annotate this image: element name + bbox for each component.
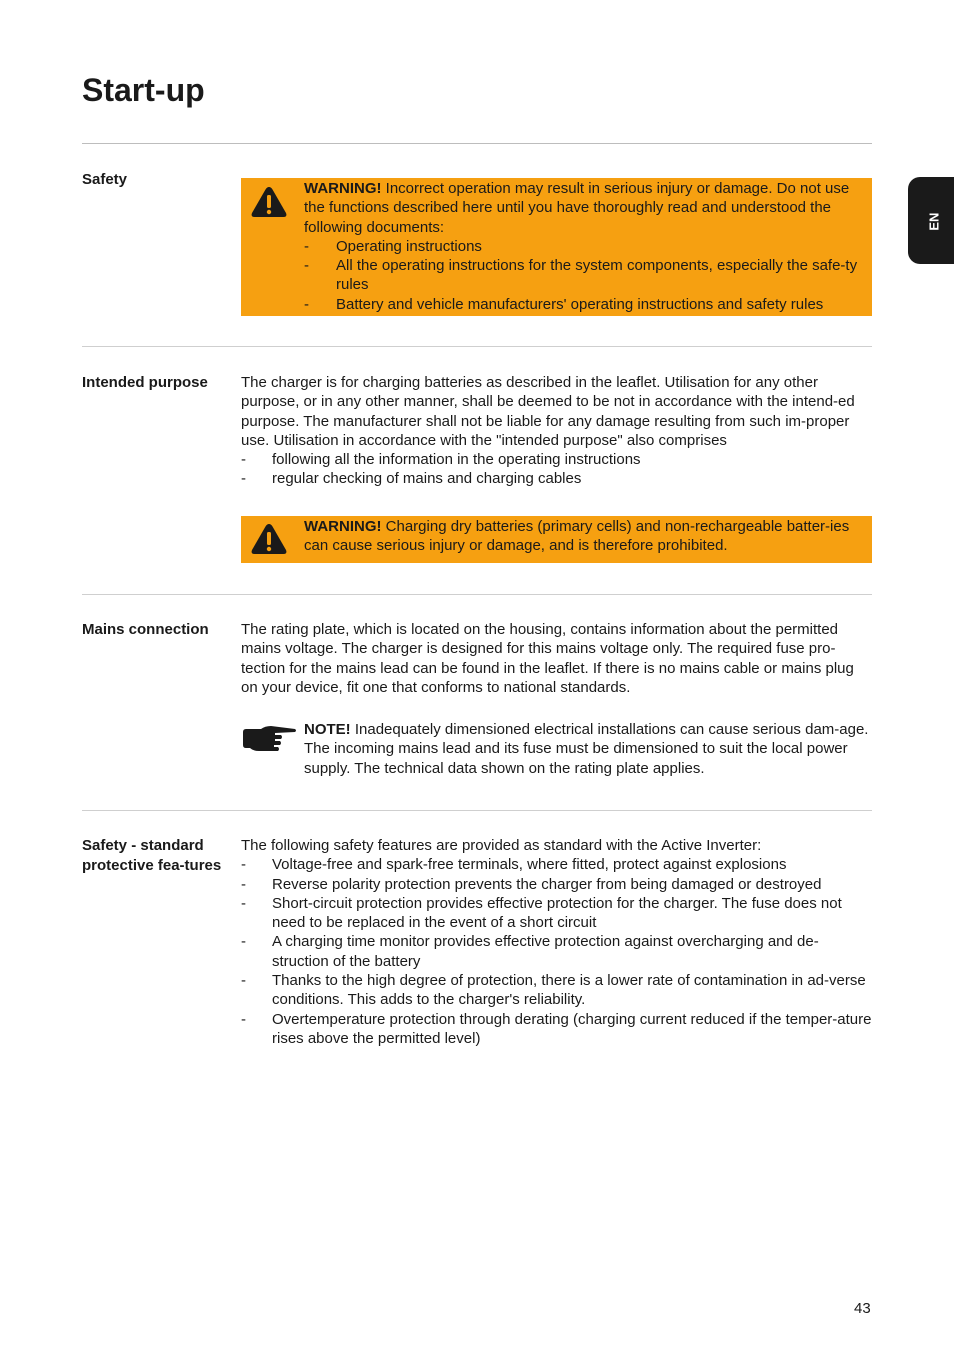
warning-text: Incorrect operation may result in serious injury or damage. Do not use the functions described here until you have thoroughly read and understood the following documents: [304,180,850,236]
page-title: Start-up [82,72,205,108]
warning-lead: WARNING! [304,518,382,535]
divider [82,594,872,595]
warning-lead: WARNING! [304,180,382,197]
mains-connection-body [241,620,873,697]
safety-features-list [241,855,873,1048]
note-box [241,720,873,778]
divider [82,346,872,347]
note-text: Inadequately dimensioned electrical installations can cause serious dam-age. The incoming mains lead and its fuse must be dimensioned to suit the local power supply. The technical data shown on the rating plate applies. [304,721,869,777]
list-item: - Overtemperature protection through derating (charging current reduced if the temper-ature rises above the permitted level) [241,1010,872,1047]
paragraph: The following safety features are provided as standard with the Active Inverter: [241,837,762,854]
section-label-safety-features: Safety - standard protective fea-tures [82,837,222,874]
section-label-safety: Safety [82,171,128,188]
safety-features-body [241,836,873,1048]
list-item: - Reverse polarity protection prevents the charger from being damaged or destroyed [241,875,822,893]
list-item: - following all the information in the operating instructions [241,451,641,469]
section-label-mains-connection: Mains connection [82,621,209,638]
language-tab [908,177,954,264]
warning-document-list [304,237,869,314]
note-lead: NOTE! [304,721,351,738]
language-tab-label: EN [926,212,942,231]
paragraph: The rating plate, which is located on the housing, contains information about the permitted mains voltage. The charger is designed for this mains voltage only. The required fuse pro-tection for the mains lead can be found in the leaflet. If there is no mains cable or mains plug on your device, fit one that conforms to national standards. [241,621,854,696]
page-number: 43 [854,1300,871,1317]
paragraph: The charger is for charging batteries as described in the leaflet. Utilisation for any other purpose, or in any other manner, shall be deemed to be not in accordance with the intend-ed purpose. The manufacturer shall not be liable for any damage resulting from such im-proper use. Utilisation in accordance with the "intended purpose" also comprises [241,374,855,449]
divider [82,143,872,144]
pointing-hand-icon [241,724,297,752]
list-item: - Battery and vehicle manufacturers' operating instructions and safety rules [304,295,824,313]
list-item: - A charging time monitor provides effective protection against overcharging and de-struction of the battery [241,933,819,970]
list-item: - All the operating instructions for the system components, especially the safe-ty rules [304,257,858,294]
warning-triangle-icon [250,185,288,219]
warning-box-safety [241,178,872,316]
divider [82,810,872,811]
warning-text: Charging dry batteries (primary cells) and non-rechargeable batter-ies can cause serious injury or damage, and is therefore prohibited. [304,518,850,555]
list-item: - Thanks to the high degree of protection, there is a lower rate of contamination in ad-verse conditions. This adds to the charger's reliability. [241,972,866,1009]
section-label-intended-purpose: Intended purpose [82,374,208,391]
list-item: - Short-circuit protection provides effective protection for the charger. The fuse does not need to be replaced in the event of a short circuit [241,894,842,932]
list-item: - Operating instructions [304,237,482,255]
list-item: - Voltage-free and spark-free terminals, where fitted, protect against explosions [241,856,787,874]
intended-purpose-list [241,450,873,489]
intended-purpose-body [241,373,873,489]
warning-box-dry-batteries [241,516,872,563]
list-item: - regular checking of mains and charging cables [241,470,582,488]
warning-triangle-icon [250,522,288,556]
